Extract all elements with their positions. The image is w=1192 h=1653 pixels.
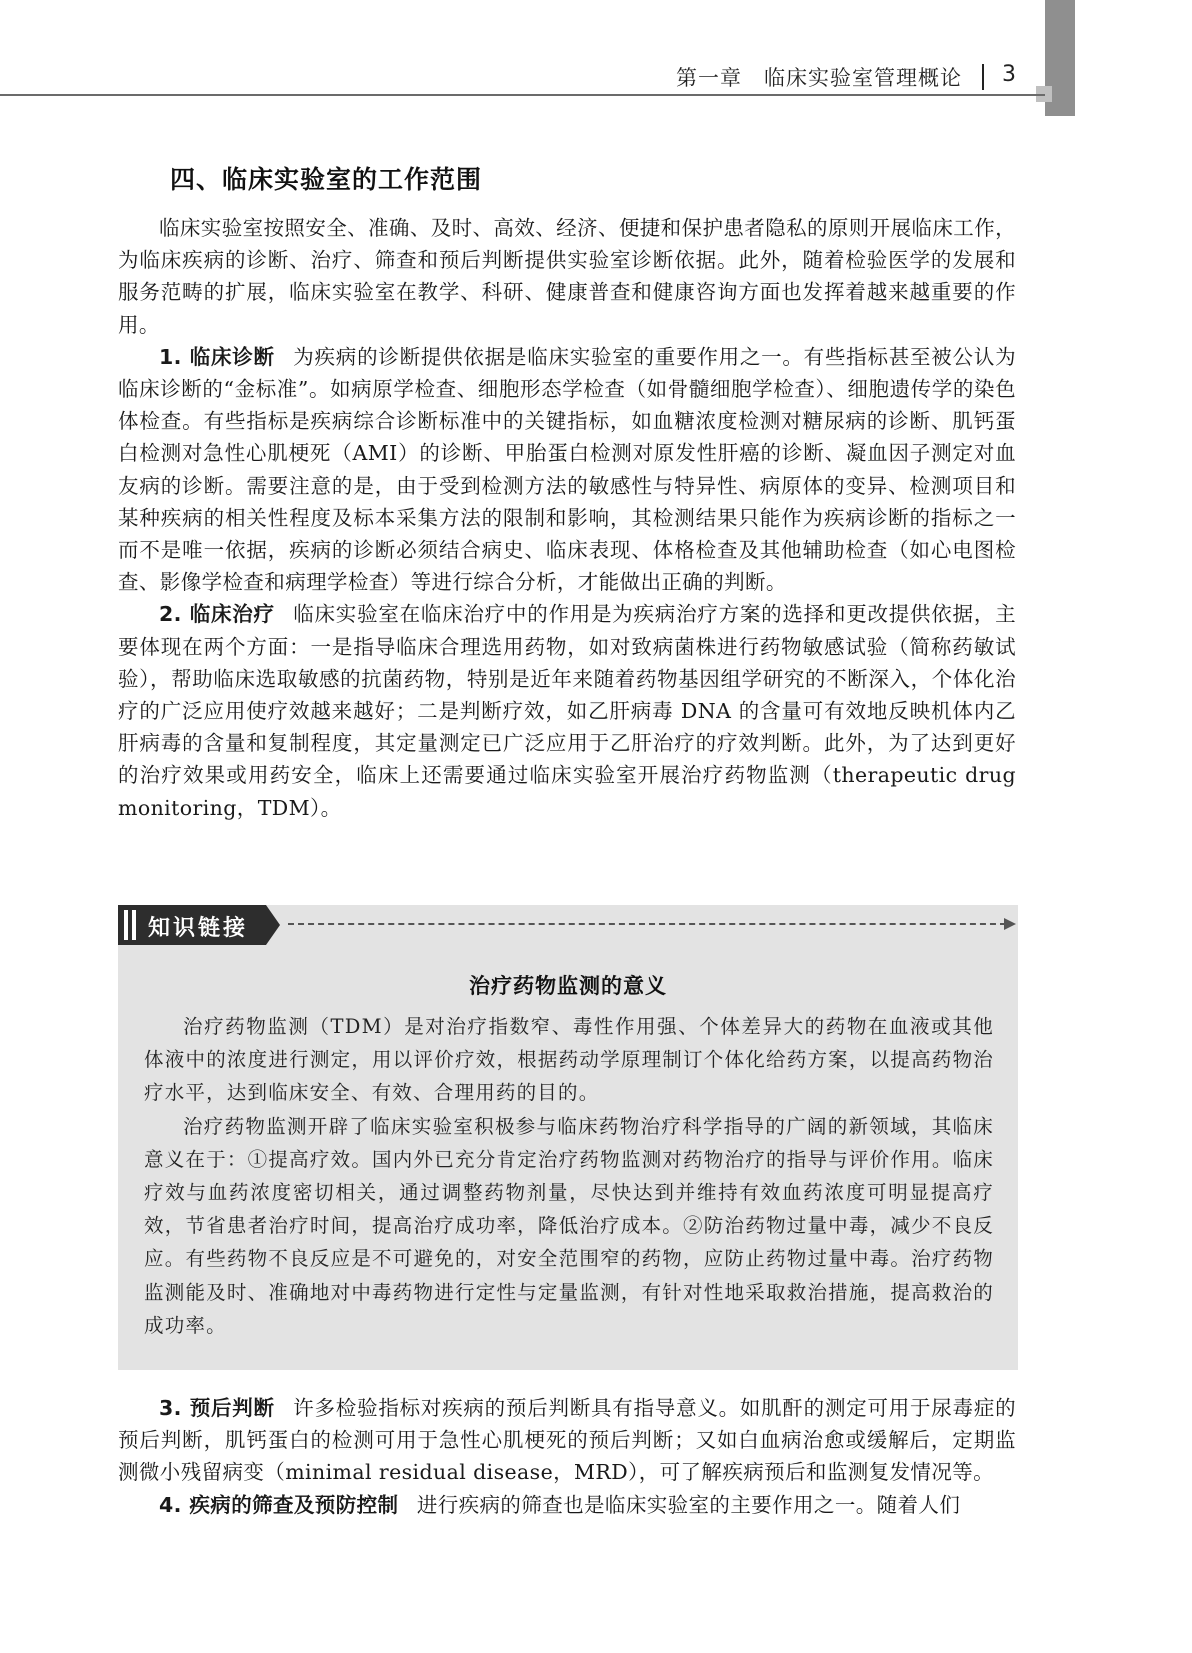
knowledge-label: 知识链接 — [148, 916, 249, 941]
knowledge-paragraph-1: 治疗药物监测（TDM）是对治疗指数窄、毒性作用强、个体差异大的药物在血液或其他体液中的浓度进行测定，用以评价疗效，根据药动学原理制订个体化给药方案，以提高药物治疗水平，达到临床安全、有效、合理用药的目的。 — [144, 1015, 994, 1105]
running-header-chapter: 第一章 临床实验室管理概论 — [676, 66, 962, 90]
item-2-heading: 2. 临床治疗 — [159, 602, 275, 627]
knowledge-paragraph-2: 治疗药物监测开辟了临床实验室积极参与临床药物治疗科学指导的广阔的新领域，其临床意义在于：①提高疗效。国内外已充分肯定治疗药物监测对药物治疗的指导与评价作用。临床疗效与血药浓度密切相关，通过调整药物剂量，尽快达到并维持有效血药浓度可明显提高疗效，节省患者治疗时间，提高治疗成功率，降低治疗成本。②防治药物过量中毒，减少不良反应。有些药物不良反应是不可避免的，对安全范围窄的药物，应防止药物过量中毒。治疗药物监测能及时、准确地对中毒药物进行定性与定量监测，有针对性地采取救治措施，提高救治的成功率。 — [144, 1114, 994, 1337]
knowledge-tab-arrow — [266, 905, 280, 945]
item-4-text: 进行疾病的筛查也是临床实验室的主要作用之一。随着人们 — [416, 1492, 961, 1517]
item-3-paragraph — [118, 1392, 1016, 1489]
knowledge-tab-stripe — [124, 910, 128, 940]
knowledge-title: 治疗药物监测的意义 — [469, 974, 667, 998]
item-4-heading: 4. 疾病的筛查及预防控制 — [159, 1492, 399, 1517]
item-3-heading: 3. 预后判断 — [159, 1396, 275, 1420]
item-1-heading: 1. 临床诊断 — [159, 344, 275, 369]
item-1-paragraph — [118, 341, 1016, 599]
body-block-upper — [118, 212, 1016, 824]
section-title: 四、临床实验室的工作范围 — [170, 165, 483, 194]
knowledge-text — [144, 1010, 994, 1342]
knowledge-tab-stripe — [132, 910, 136, 940]
intro-paragraph: 临床实验室按照安全、准确、及时、高效、经济、便捷和保护患者隐私的原则开展临床工作，为临床疾病的诊断、治疗、筛查和预后判断提供实验室诊断依据。此外，随着检验医学的发展和服务范畴的扩展，临床实验室在教学、科研、健康普查和健康咨询方面也发挥着越来越重要的作用。 — [118, 216, 1016, 337]
header-rule — [0, 94, 1045, 96]
header-separator — [982, 64, 984, 90]
arrow-right-icon — [1004, 918, 1016, 930]
knowledge-dashed-line — [288, 923, 1006, 925]
page-number: 3 — [1002, 62, 1016, 87]
item-3-text: 许多检验指标对疾病的预后判断具有指导意义。如肌酐的测定可用于尿毒症的预后判断，肌钙蛋白的检测可用于急性心肌梗死的预后判断；又如白血病治愈或缓解后，定期监测微小残留病变（minimal residual disease，MRD），可了解疾病预后和监测复发情况等。 — [118, 1396, 1016, 1485]
item-4-paragraph — [118, 1489, 1016, 1521]
item-1-text: 为疾病的诊断提供依据是临床实验室的重要作用之一。有些指标甚至被公认为临床诊断的“金标准”。如病原学检查、细胞形态学检查（如骨髓细胞学检查）、细胞遗传学的染色体检查。有些指标是疾病综合诊断标准中的关键指标，如血糖浓度检测对糖尿病的诊断、肌钙蛋白检测对急性心肌梗死（AMI）的诊断、甲胎蛋白检测对原发性肝癌的诊断、凝血因子测定对血友病的诊断。需要注意的是，由于受到检测方法的敏感性与特异性、病原体的变异、检测项目和某种疾病的相关性程度及标本采集方法的限制和影响，其检测结果只能作为疾病诊断的指标之一而不是唯一依据，疾病的诊断必须结合病史、临床表现、体格检查及其他辅助检查（如心电图检查、影像学检查和病理学检查）等进行综合分析，才能做出正确的判断。 — [118, 344, 1016, 595]
item-2-text: 临床实验室在临床治疗中的作用是为疾病治疗方案的选择和更改提供依据，主要体现在两个方面：一是指导临床合理选用药物，如对致病菌株进行药物敏感试验（简称药敏试验），帮助临床选取敏感的抗菌药物，特别是近年来随着药物基因组学研究的不断深入，个体化治疗的广泛应用使疗效越来越好；二是判断疗效，如乙肝病毒 DNA 的含量可有效地反映机体内乙肝病毒的含量和复制程度，其定量测定已广泛应用于乙肝治疗的疗效判断。此外，为了达到更好的治疗效果或用药安全，临床上还需要通过临床实验室开展治疗药物监测（therapeutic drug monitoring，TDM）。 — [118, 602, 1016, 820]
item-2-paragraph — [118, 598, 1016, 823]
body-block-lower — [118, 1392, 1016, 1521]
